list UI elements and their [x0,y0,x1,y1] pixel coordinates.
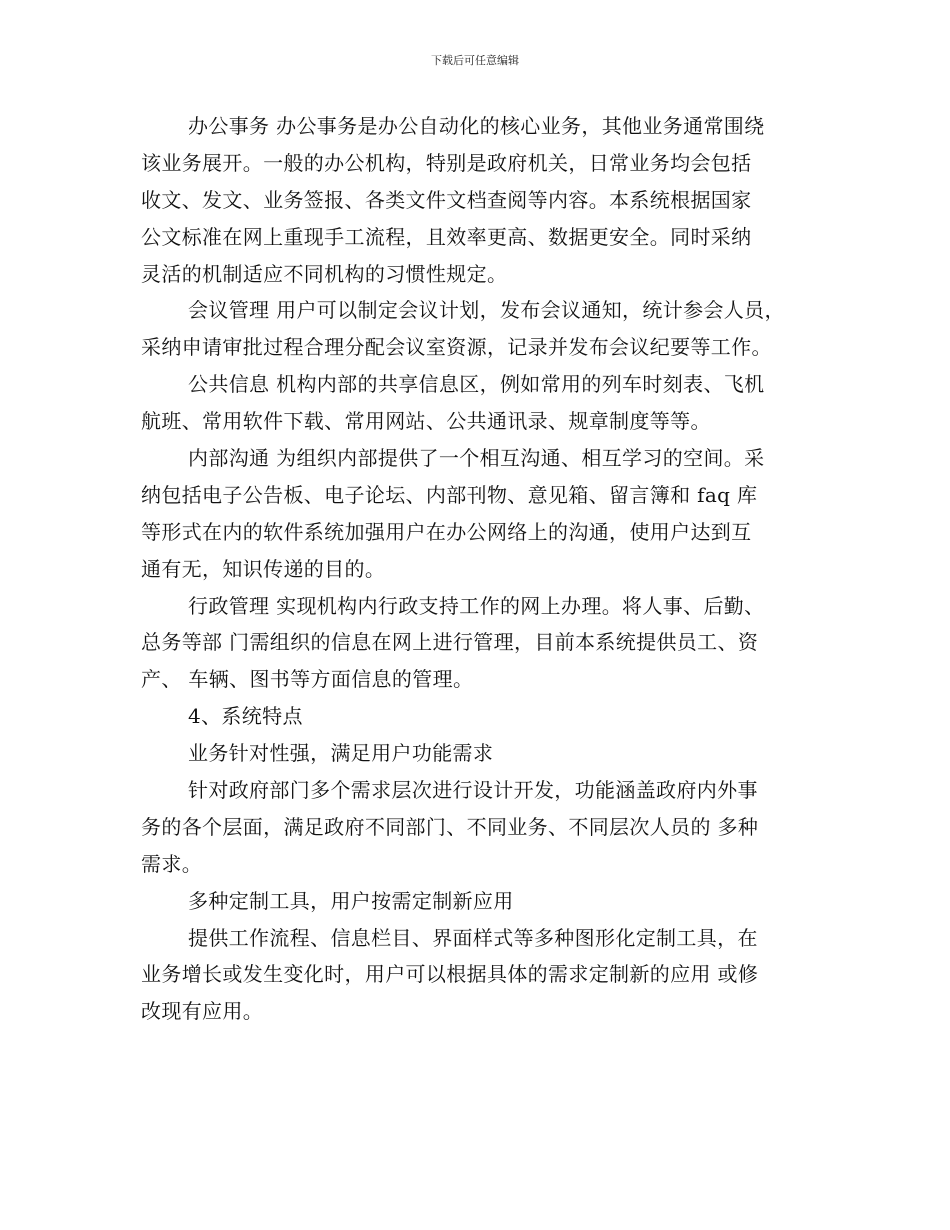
text-line: 总务等部 门需组织的信息在网上进行管理，目前本系统提供员工、资 [141,630,759,655]
text-line: 务的各个层面，满足政府不同部门、不同业务、不同层次人员的 多种 [141,814,759,839]
text-line: 业务增长或发生变化时，用户可以根据具体的需求定制新的应用 或修 [141,962,759,987]
text-line: 改现有应用。 [141,999,264,1024]
text-line: 通有无，知识传递的目的。 [141,556,386,581]
text-line: 纳包括电子公告板、电子论坛、内部刊物、意见箱、留言簿和 faq 库 [141,482,758,507]
text-line: 公文标准在网上重现手工流程，且效率更高、数据更安全。同时采纳 [141,224,752,249]
subheading: 业务针对性强，满足用户功能需求 [188,741,494,766]
text-line: 采纳申请审批过程合理分配会议室资源，记录并发布会议纪要等工作。 [141,335,772,360]
text-line: 需求。 [141,851,203,876]
document-body [141,108,821,1030]
text-line: 办公事务 办公事务是办公自动化的核心业务，其他业务通常围绕 [188,114,765,138]
text-line: 公共信息 机构内部的共享信息区，例如常用的列车时刻表、飞机 [188,372,765,397]
text-line: 等形式在内的软件系统加强用户在办公网络上的沟通，使用户达到互 [141,519,752,544]
section-heading: 4、系统特点 [188,704,303,729]
text-line: 产、 车辆、图书等方面信息的管理。 [141,667,474,692]
text-line: 会议管理 用户可以制定会议计划，发布会议通知，统计参会人员， [188,298,785,323]
text-line: 提供工作流程、信息栏目、界面样式等多种图形化定制工具，在 [188,925,758,950]
text-line: 灵活的机制适应不同机构的习惯性规定。 [141,261,508,286]
page-header: 下载后可任意编辑 [431,54,519,67]
text-line: 收文、发文、业务签报、各类文件文档查阅等内容。本系统根据国家 [141,187,752,212]
text-line: 行政管理 实现机构内行政支持工作的网上办理。将人事、后勤、 [188,593,765,618]
text-line: 航班、常用软件下载、常用网站、公共通讯录、规章制度等等。 [141,409,711,434]
text-line: 该业务展开。一般的办公机构，特别是政府机关，日常业务均会包括 [141,150,752,175]
text-line: 针对政府部门多个需求层次进行设计开发，功能涵盖政府内外事 [188,778,758,803]
subheading: 多种定制工具，用户按需定制新应用 [188,888,514,913]
text-line: 内部沟通 为组织内部提供了一个相互沟通、相互学习的空间。采 [188,446,765,471]
